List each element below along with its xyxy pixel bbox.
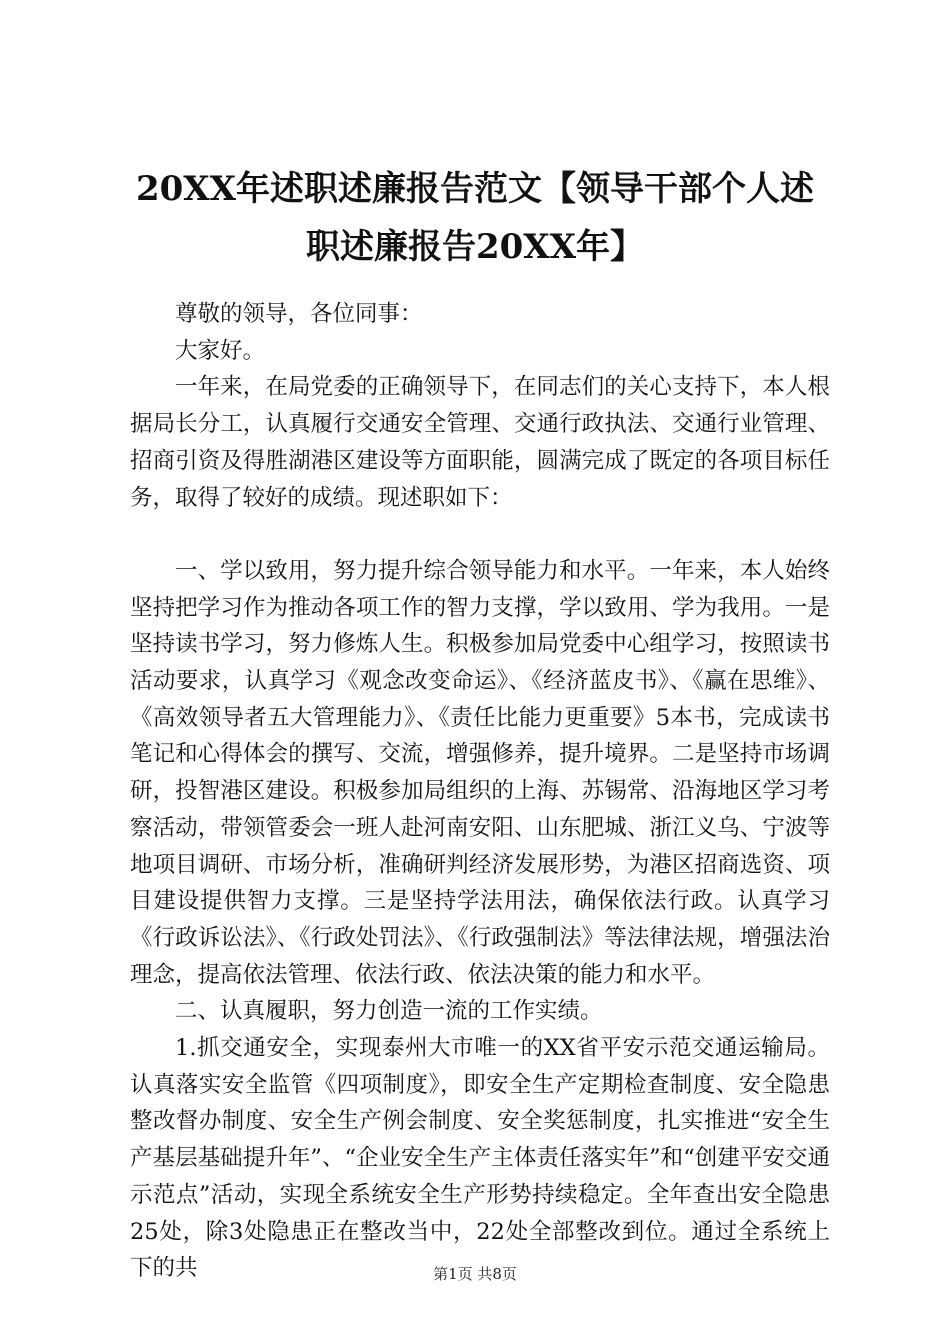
paragraph-section-1: 一、学以致用，努力提升综合领导能力和水平。一年来，本人始终坚持把学习作为推动各项工作的智力支撑，学以致用、学为我用。一是坚持读书学习，努力修炼人生。积极参加局党委中心组学习，按照读书活动要求，认真学习《观念改变命运》、《经济蓝皮书》、《赢在思维》、《高效领导者五大管理能力》、《责任比能力更重要》5本书，完成读书笔记和心得体会的撰写、交流，增强修养，提升境界。二是坚持市场调研，投智港区建设。积极参加局组织的上海、苏锡常、沿海地区学习考察活动，带领管委会一班人赴河南安阳、山东肥城、浙江义乌、宁波等地项目调研、市场分析，准确研判经济发展形势，为港区招商选资、项目建设提供智力支撑。三是坚持学法用法，确保依法行政。认真学习《行政诉讼法》、《行政处罚法》、《行政强制法》等法律法规，增强法治理念，提高依法管理、依法行政、依法决策的能力和水平。 xyxy=(130,557,830,988)
greeting: 大家好。 xyxy=(175,337,266,364)
paragraph-spacer xyxy=(130,516,830,553)
salutation: 尊敬的领导，各位同事： xyxy=(175,301,423,327)
paragraph-intro: 一年来，在局党委的正确领导下，在同志们的关心支持下，本人根据局长分工，认真履行交通安全管理、交通行政执法、交通行业管理、招商引资及得胜湖港区建设等方面职能，圆满完成了既定的各项目标任务，取得了较好的成绩。现述职如下： xyxy=(130,374,830,511)
document-title-line-2: 职述廉报告20XX年】 xyxy=(305,227,645,267)
document-body xyxy=(130,296,830,1287)
paragraph-section-2-heading: 二、认真履职，努力创造一流的工作实绩。 xyxy=(175,998,603,1025)
paragraph-traffic-safety: 1.抓交通安全，实现泰州大市唯一的XX省平安示范交通运输局。认真落实安全监管《四项制度》，即安全生产定期检查制度、安全隐患整改督办制度、安全生产例会制度、安全奖惩制度，扎实推进“安全生产基层基础提升年”、“企业安全生产主体责任落实年”和“创建平安交通示范点”活动，实现全系统安全生产形势持续稳定。全年查出安全隐患25处，除3处隐患正在整改当中，22处全部整改到位。通过全系统上下的共 xyxy=(130,1035,830,1282)
page-number-footer: 第1页 共8页 xyxy=(433,1265,517,1283)
document-title-line-1: 20XX年述职述廉报告范文【领导干部个人述 xyxy=(135,169,815,209)
